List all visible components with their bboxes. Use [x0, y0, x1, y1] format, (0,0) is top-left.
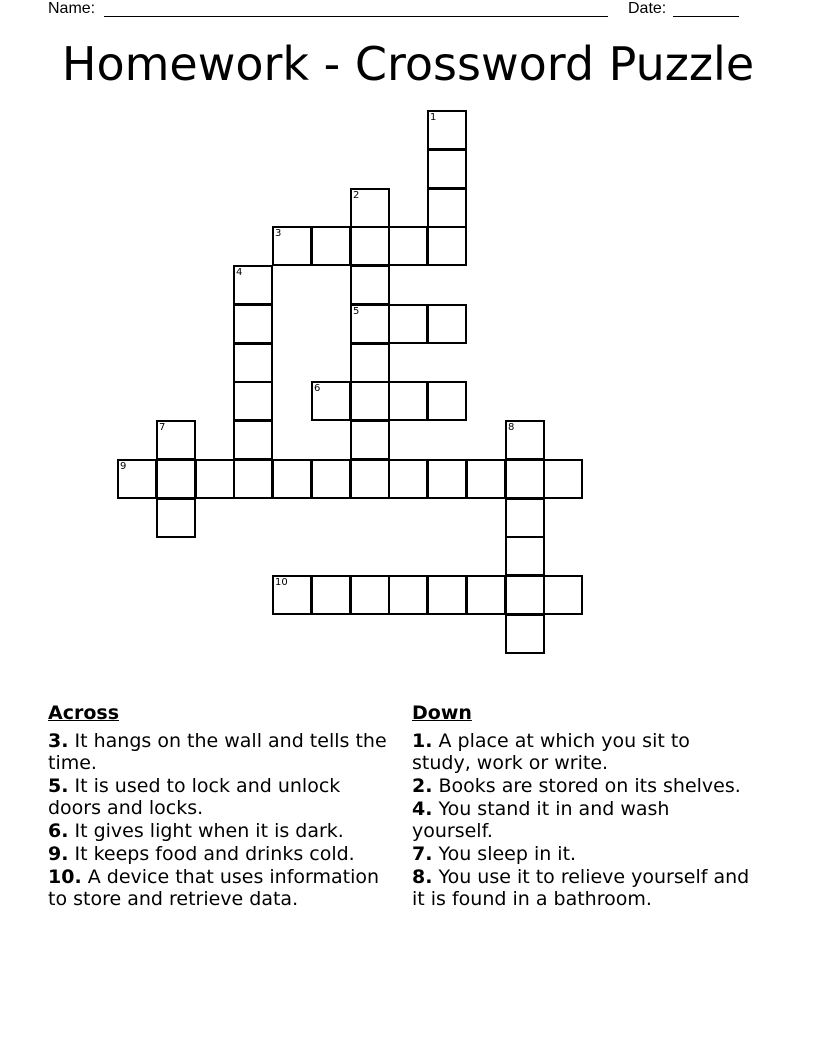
date-label: Date: — [628, 0, 667, 17]
crossword-cell[interactable] — [388, 381, 428, 421]
crossword-cell[interactable] — [466, 459, 506, 499]
page-title: Homework - Crossword Puzzle — [61, 37, 755, 91]
clue-across-6 — [48, 820, 388, 842]
crossword-cell[interactable] — [156, 498, 196, 538]
crossword-cell[interactable] — [427, 226, 467, 266]
clue-across-3 — [48, 730, 388, 774]
down-clues — [412, 702, 752, 911]
crossword-cell[interactable] — [311, 226, 351, 266]
down-heading: Down — [412, 702, 472, 724]
clue-text: It hangs on the wall and tells the time. — [48, 730, 387, 774]
clue-down-8 — [412, 866, 752, 910]
name-label: Name: — [48, 0, 96, 17]
cell-number: 6 — [314, 383, 321, 394]
crossword-cell[interactable] — [311, 381, 351, 421]
clue-number: 2. — [412, 775, 433, 797]
crossword-cell[interactable] — [388, 226, 428, 266]
crossword-cell[interactable] — [350, 420, 390, 460]
crossword-cell[interactable] — [388, 304, 428, 344]
crossword-cell[interactable] — [543, 575, 583, 615]
clue-number: 9. — [48, 843, 69, 865]
crossword-cell[interactable] — [427, 149, 467, 189]
crossword-cell[interactable] — [233, 459, 273, 499]
cell-number: 2 — [353, 190, 360, 201]
crossword-cell[interactable] — [156, 420, 196, 460]
cell-number: 9 — [120, 461, 127, 472]
crossword-cell[interactable] — [427, 381, 467, 421]
cell-number: 4 — [236, 267, 243, 278]
crossword-cell[interactable] — [505, 536, 545, 576]
cell-number: 1 — [430, 112, 437, 123]
crossword-cell[interactable] — [350, 381, 390, 421]
cell-number: 8 — [508, 422, 515, 433]
crossword-cell[interactable] — [195, 459, 235, 499]
crossword-cell[interactable] — [350, 188, 390, 228]
crossword-cell[interactable] — [427, 575, 467, 615]
clue-number: 4. — [412, 798, 433, 820]
clue-text: You sleep in it. — [438, 843, 577, 865]
clue-down-4 — [412, 798, 752, 842]
crossword-cell[interactable] — [505, 459, 545, 499]
crossword-cell[interactable] — [350, 459, 390, 499]
crossword-cell[interactable] — [233, 343, 273, 383]
crossword-cell[interactable] — [388, 459, 428, 499]
crossword-cell[interactable] — [505, 498, 545, 538]
clue-number: 1. — [412, 730, 433, 752]
cell-number: 10 — [275, 577, 288, 588]
clue-across-5 — [48, 775, 388, 819]
crossword-cell[interactable] — [156, 459, 196, 499]
crossword-cell[interactable] — [543, 459, 583, 499]
crossword-cell[interactable] — [233, 420, 273, 460]
crossword-cell[interactable] — [427, 110, 467, 150]
clue-down-1 — [412, 730, 752, 774]
cell-number: 7 — [159, 422, 166, 433]
crossword-cell[interactable] — [311, 459, 351, 499]
crossword-cell[interactable] — [427, 304, 467, 344]
crossword-cell[interactable] — [350, 304, 390, 344]
across-clues — [48, 702, 388, 911]
crossword-cell[interactable] — [427, 459, 467, 499]
clue-across-10 — [48, 866, 388, 910]
cell-number: 5 — [353, 306, 360, 317]
clue-down-7 — [412, 843, 752, 865]
crossword-cell[interactable] — [388, 575, 428, 615]
clue-text: You stand it in and wash yourself. — [412, 798, 670, 842]
clue-text: You use it to relieve yourself and it is found in a bathroom. — [412, 866, 750, 910]
clue-number: 10. — [48, 866, 82, 888]
crossword-cell[interactable] — [311, 575, 351, 615]
clue-number: 6. — [48, 820, 69, 842]
crossword-cell[interactable] — [427, 188, 467, 228]
clue-text: It keeps food and drinks cold. — [74, 843, 355, 865]
clue-text: A device that uses information to store and retrieve data. — [48, 866, 380, 910]
crossword-cell[interactable] — [505, 420, 545, 460]
crossword-cell[interactable] — [466, 575, 506, 615]
clue-text: It gives light when it is dark. — [74, 820, 344, 842]
crossword-cell[interactable] — [233, 304, 273, 344]
crossword-cell[interactable] — [233, 381, 273, 421]
clue-number: 5. — [48, 775, 69, 797]
crossword-cell[interactable] — [350, 575, 390, 615]
clue-number: 7. — [412, 843, 433, 865]
clue-across-9 — [48, 843, 388, 865]
clue-text: A place at which you sit to study, work or write. — [412, 730, 690, 774]
crossword-cell[interactable] — [117, 459, 157, 499]
crossword-cell[interactable] — [233, 265, 273, 305]
crossword-cell[interactable] — [272, 575, 312, 615]
crossword-cell[interactable] — [505, 575, 545, 615]
clue-number: 8. — [412, 866, 433, 888]
crossword-cell[interactable] — [505, 614, 545, 654]
crossword-cell[interactable] — [350, 226, 390, 266]
cell-number: 3 — [275, 228, 282, 239]
clue-text: Books are stored on its shelves. — [438, 775, 741, 797]
clue-text: It is used to lock and unlock doors and locks. — [48, 775, 341, 819]
crossword-cell[interactable] — [272, 226, 312, 266]
crossword-cell[interactable] — [350, 265, 390, 305]
crossword-cell[interactable] — [350, 343, 390, 383]
crossword-cell[interactable] — [272, 459, 312, 499]
across-heading: Across — [48, 702, 120, 724]
clue-down-2 — [412, 775, 752, 797]
clue-number: 3. — [48, 730, 69, 752]
